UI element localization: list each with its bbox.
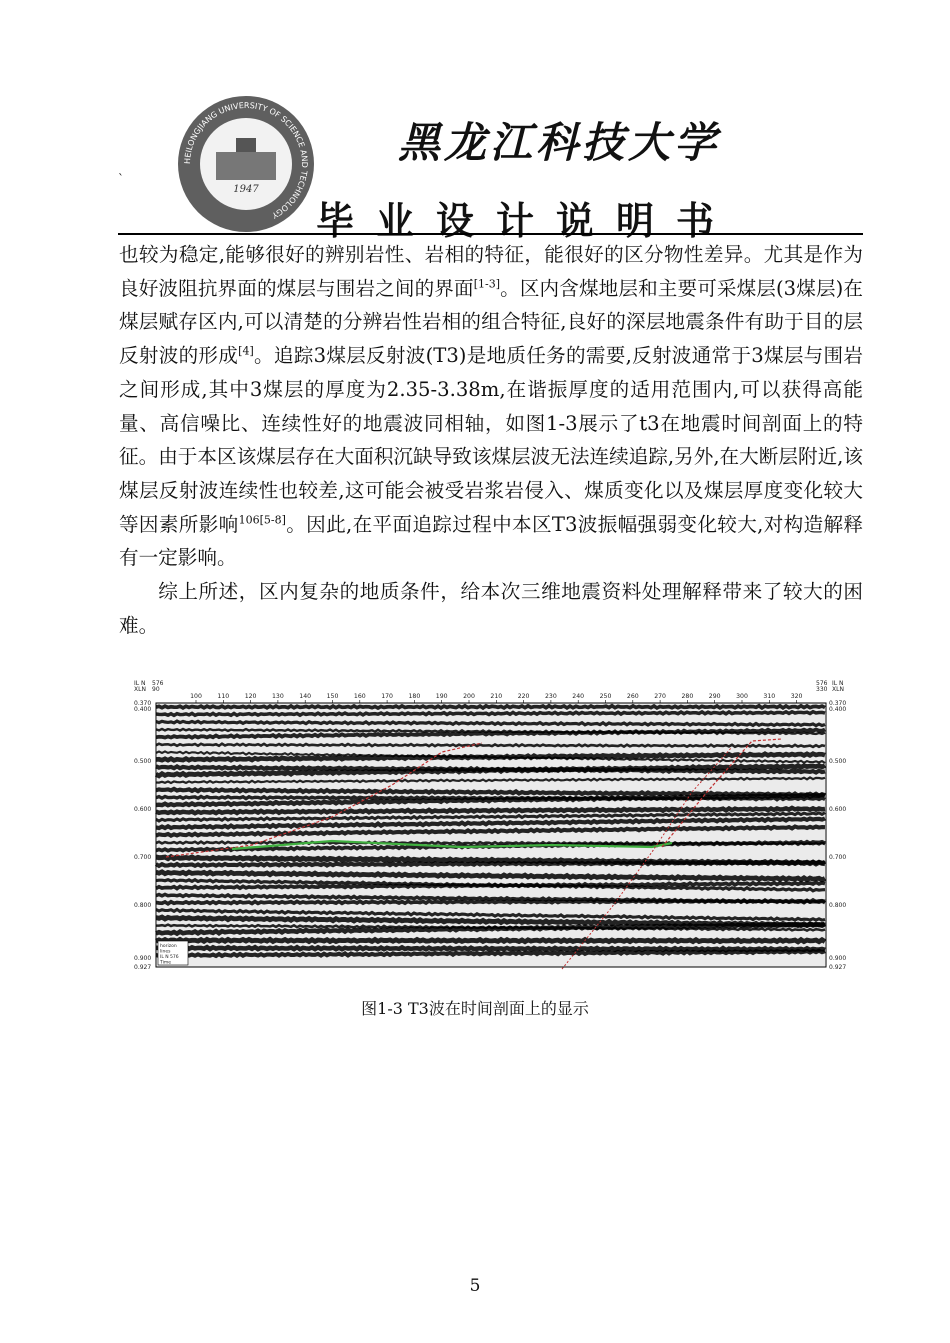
seismic-traces	[156, 703, 826, 967]
xln-tick-label: 100	[190, 693, 202, 700]
time-tick-label-left: 0.600	[134, 806, 152, 813]
header-rule	[118, 233, 863, 235]
time-tick-label-left: 0.927	[134, 964, 152, 971]
xln-tick-label: 240	[572, 693, 585, 700]
paragraph-text: 也较为稳定,能够很好的辨别岩性、岩相的特征，能很好的区分物性差异。尤其是作为良好波阻抗界面的煤层与围岩之间的界面	[119, 243, 863, 300]
xln-tick-label: 140	[299, 693, 312, 700]
section-header-label: XLN	[134, 686, 146, 693]
xln-tick-label: 290	[708, 693, 721, 700]
page-number: 5	[469, 1276, 481, 1296]
school-name: 黑龙江科技大学	[398, 118, 721, 167]
seismic-section-figure	[132, 677, 852, 974]
document-title: 毕业设计说明书	[316, 199, 737, 243]
legend-text: horizon	[160, 944, 177, 949]
reflector-band	[156, 900, 825, 904]
reflector-band	[156, 939, 825, 941]
time-tick-label-right: 0.800	[829, 902, 847, 909]
paragraph-text: 。区内含煤地层和主要可采煤层(3煤层)在煤层赋存区内,可以清楚的分辨岩性岩相的组合特征,良好的深层地震条件有助于目的层反射波的形成	[119, 276, 863, 368]
reflector-band	[156, 706, 825, 708]
time-tick-label-right: 0.370	[829, 700, 847, 707]
time-tick-label-left: 0.400	[134, 706, 152, 713]
time-tick-label-right: 0.900	[829, 955, 847, 962]
time-tick-label-right: 0.600	[829, 806, 847, 813]
time-tick-label-left: 0.500	[134, 758, 152, 765]
figure-legend-box	[158, 941, 188, 966]
time-tick-label-right: 0.500	[829, 758, 847, 765]
xln-tick-label: 220	[517, 693, 530, 700]
xln-tick-label: 250	[599, 693, 612, 700]
xln-tick-label: 120	[244, 693, 257, 700]
xln-tick-label: 270	[654, 693, 667, 700]
citation: [1-3]	[473, 277, 501, 291]
xln-tick-label: 160	[353, 693, 366, 700]
xln-tick-label: 170	[381, 693, 394, 700]
xln-tick-label: 320	[790, 693, 803, 700]
xln-tick-label: 150	[326, 693, 339, 700]
section-header-label: 576	[152, 680, 164, 687]
xln-tick-label: 200	[463, 693, 475, 700]
paragraph-1	[119, 238, 863, 575]
time-tick-label-right: 0.700	[829, 854, 847, 861]
legend-text: Time	[160, 960, 172, 966]
xln-tick-label: 110	[217, 693, 230, 700]
xln-tick-label: 130	[271, 693, 284, 700]
building-icon	[216, 152, 276, 180]
xln-tick-label: 310	[763, 693, 776, 700]
xln-tick-label: 210	[490, 693, 503, 700]
xln-tick-label: 260	[626, 693, 639, 700]
paragraph-text: 。追踪3煤层反射波(T3)是地质任务的需要,反射波通常于3煤层与围岩之间形成,其中3煤层的厚度为2.35-3.38m,在谐振厚度的适用范围内,可以获得高能量、高信噪比、连续性好的地震波同相轴，如图1-3展示了t3在地震时间剖面上的特征。由于本区该煤层存在大面积沉缺导致该煤层波无法连续追踪,另外,在大断层附近,该煤层反射波连续性也较差,这可能会被受岩浆岩侵入、煤质变化以及煤层厚度变化较大等因素所影响	[119, 344, 863, 536]
citation: 106[5-8]	[238, 513, 286, 527]
legend-text: lines	[160, 949, 171, 955]
time-tick-label-left: 0.370	[134, 700, 152, 707]
time-tick-label-left: 0.800	[134, 902, 152, 909]
paragraph-2: 综上所述，区内复杂的地质条件，给本次三维地震资料处理解释带来了较大的困难。	[119, 580, 863, 637]
university-logo	[178, 96, 314, 232]
section-header-label: 330	[816, 686, 828, 693]
section-header-label: XLN	[832, 686, 844, 693]
section-header-label: 90	[152, 686, 160, 693]
figure-caption: 图1-3 T3波在时间剖面上的显示	[361, 999, 589, 1018]
body-text	[119, 238, 863, 642]
xln-tick-label: 180	[408, 693, 421, 700]
xln-tick-label: 230	[544, 693, 557, 700]
xln-tick-label: 190	[435, 693, 448, 700]
time-tick-label-right: 0.927	[829, 964, 847, 971]
citation: [4]	[238, 344, 254, 358]
time-tick-label-right: 0.400	[829, 706, 847, 713]
paragraph-text: 。因此,在平面追踪过程中本区T3波振幅强弱变化较大,对构造解释有一定影响。	[119, 512, 864, 570]
stray-mark: `	[118, 172, 124, 186]
section-header-label: IL N	[832, 680, 844, 687]
reflector-band	[156, 947, 825, 950]
logo-emblem	[200, 118, 292, 210]
time-tick-label-left: 0.700	[134, 854, 152, 861]
xln-tick-label: 280	[681, 693, 694, 700]
legend-text: IL N 576	[160, 955, 179, 960]
logo-ring-text: HEILONGJIANG UNIVERSITY OF SCIENCE AND TECHNOLOGY	[182, 100, 310, 221]
xln-tick-label: 300	[736, 693, 748, 700]
section-header-label: IL N	[134, 680, 146, 687]
time-tick-label-left: 0.900	[134, 955, 152, 962]
logo-year: 1947	[233, 184, 259, 195]
section-header-label: 576	[816, 680, 828, 687]
